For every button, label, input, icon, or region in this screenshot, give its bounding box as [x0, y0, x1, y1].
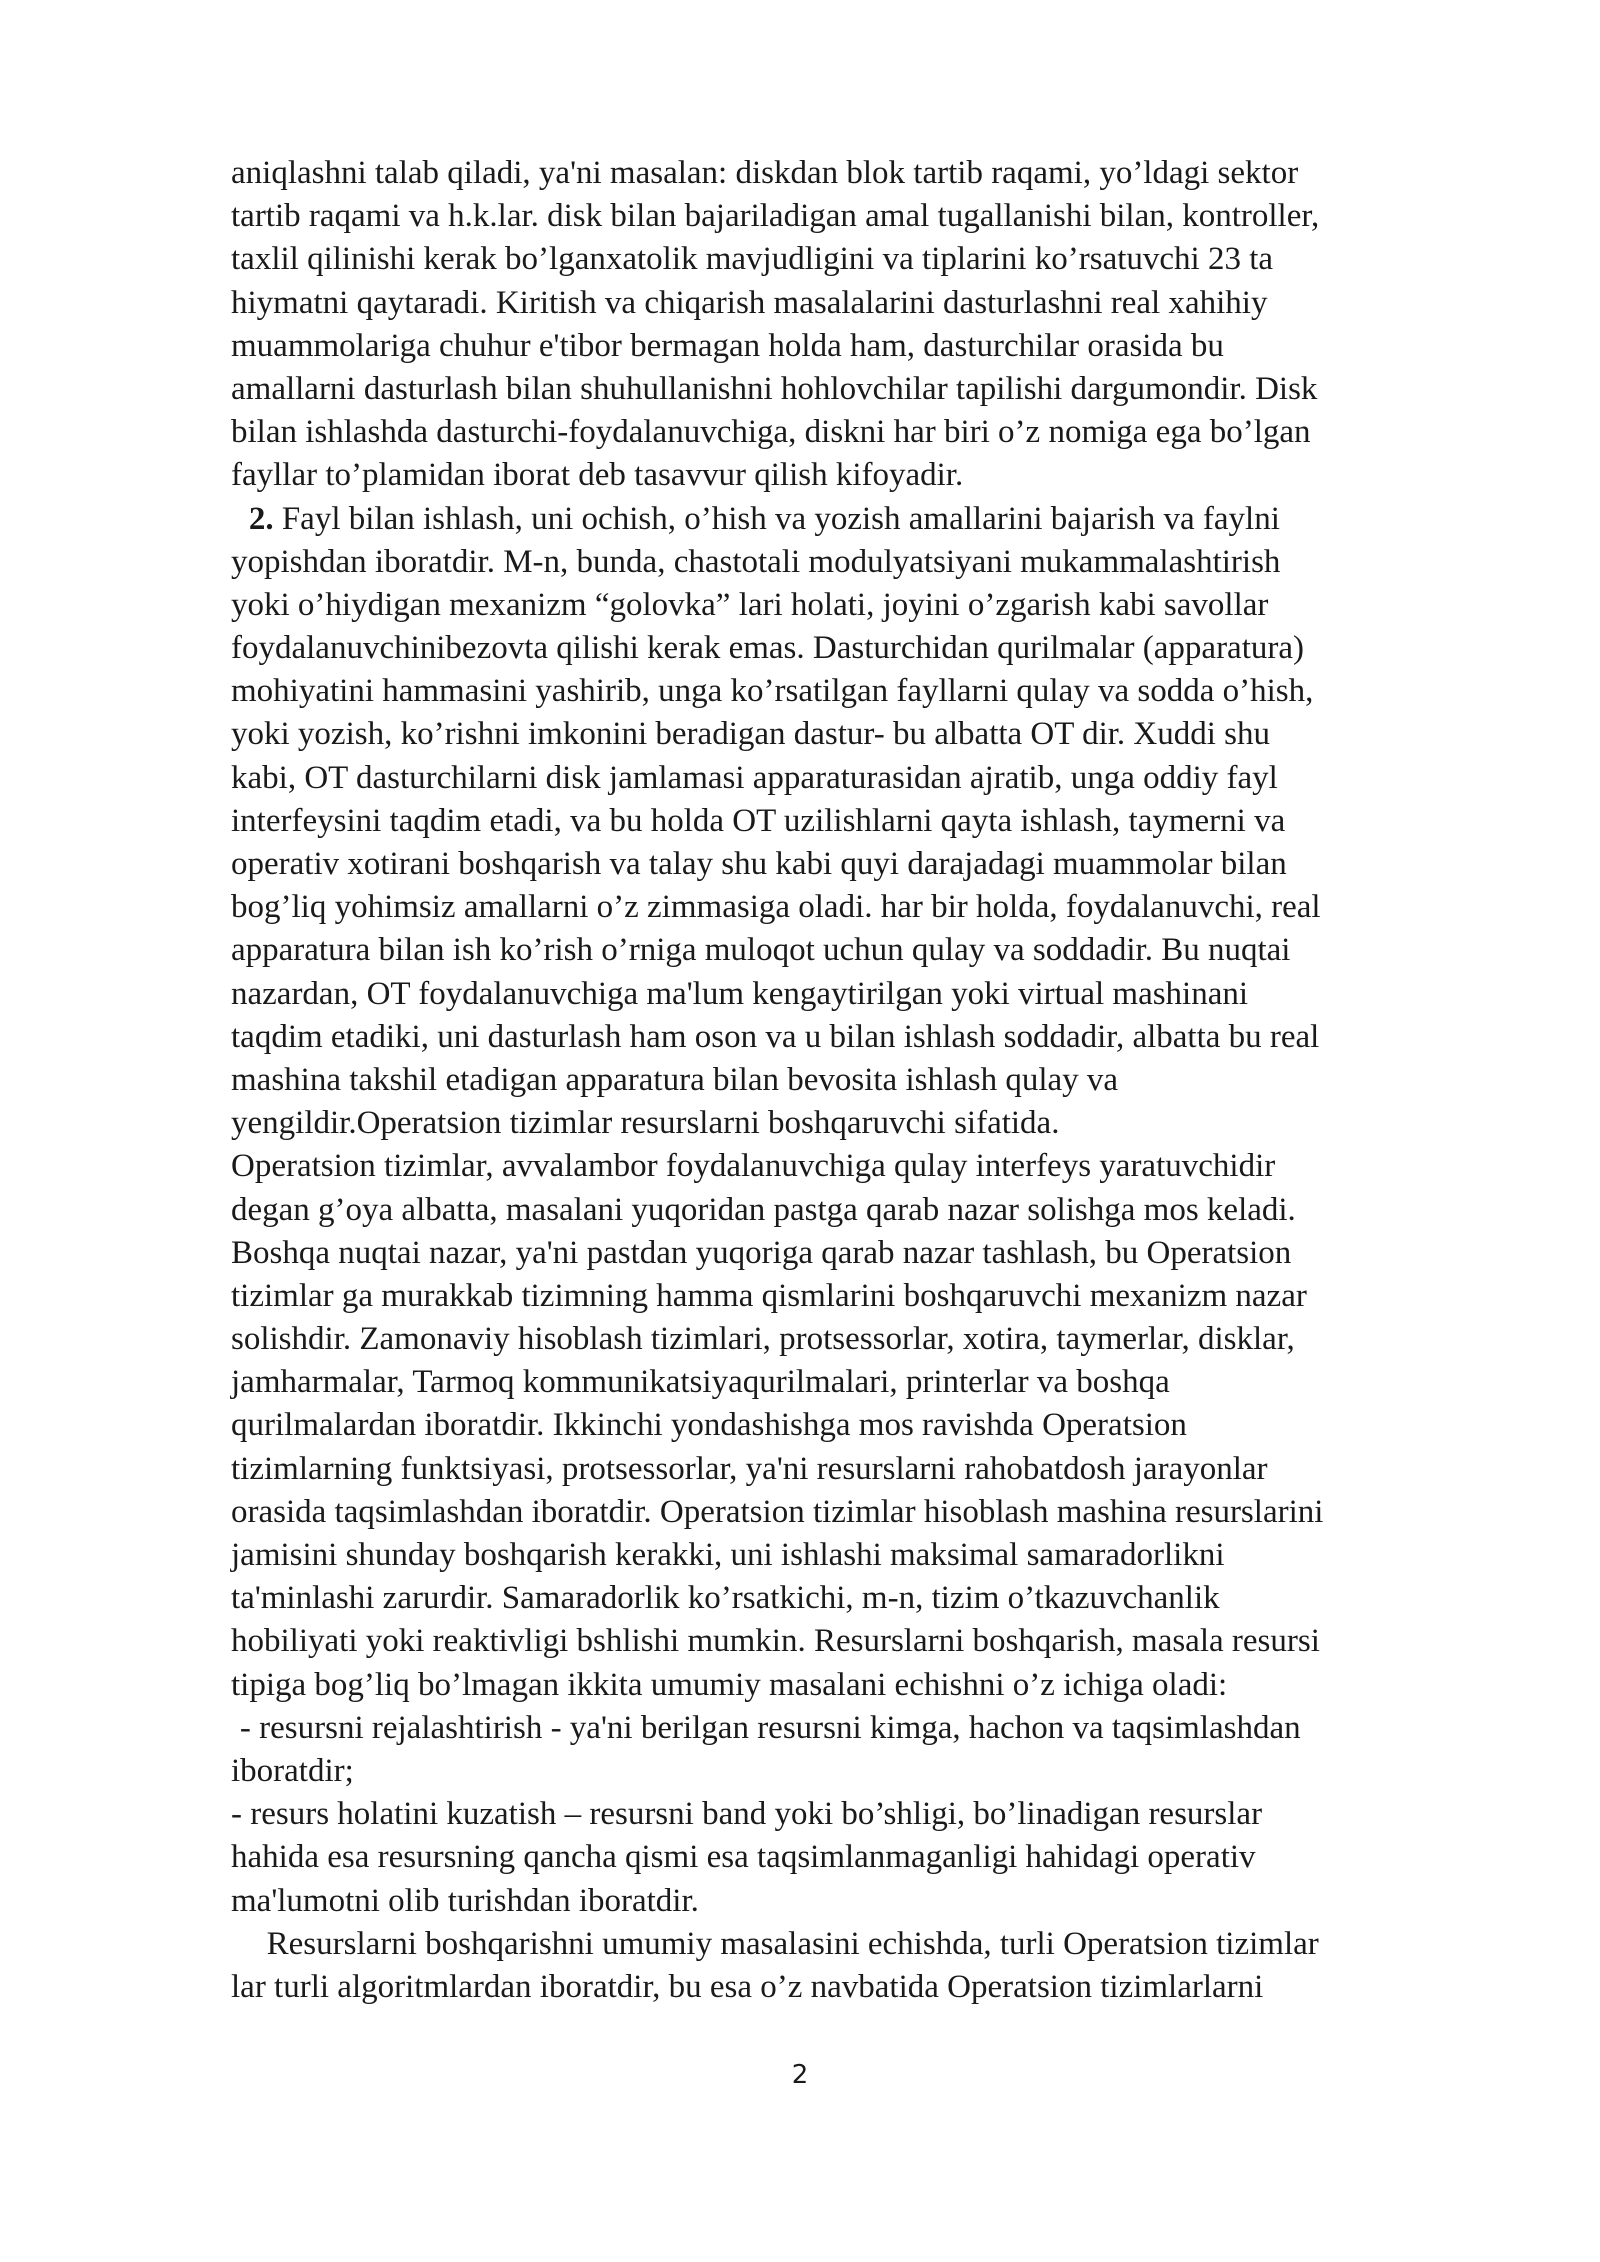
text-line: mashina takshil etadigan apparatura bilan bevosita ishlash qulay va	[231, 1061, 1119, 1098]
text-line: hahida esa resursning qancha qismi esa taqsimlanmaganligi hahidagi operativ	[231, 1839, 1256, 1876]
text-line: hobiliyati yoki reaktivligi bshlishi mumkin. Resurslarni boshqarish, masala resursi	[231, 1623, 1320, 1660]
text-line: apparatura bilan ish ko’rish o’rniga muloqot uchun qulay va soddadir. Bu nuqtai	[231, 932, 1291, 969]
text-line: iboratdir;	[231, 1752, 354, 1789]
text-line: taxlil qilinishi kerak bo’lganxatolik mavjudligini va tiplarini ko’rsatuvchi 23 ta	[231, 241, 1274, 278]
text-line: aniqlashni talab qiladi, ya'ni masalan: diskdan blok tartib raqami, yo’ldagi sektor	[231, 155, 1299, 191]
text-line: jamisini shunday boshqarish kerakki, uni ishlashi maksimal samaradorlikni	[231, 1537, 1225, 1573]
text-line: nazardan, OT foydalanuvchiga ma'lum kengaytirilgan yoki virtual mashinani	[231, 975, 1249, 1012]
text-line: tizimlarning funktsiyasi, protsessorlar, ya'ni resurslarni rahobatdosh jarayonlar	[231, 1450, 1268, 1487]
text-line: bog’liq yohimsiz amallarni o’z zimmasiga oladi. har bir holda, foydalanuvchi, real	[231, 889, 1321, 926]
text-line: interfeysini taqdim etadi, va bu holda OT uzilishlarni qayta ishlash, taymerni va	[231, 802, 1286, 839]
text-line: foydalanuvchinibezovta qilishi kerak emas. Dasturchidan qurilmalar (apparatura)	[231, 630, 1304, 667]
text-line: lar turli algoritmlardan iboratdir, bu esa o’z navbatida Operatsion tizimlarlarni	[231, 1968, 1264, 2005]
text-line: solishdir. Zamonaviy hisoblash tizimlari, protsessorlar, xotira, taymerlar, disklar,	[231, 1321, 1295, 1358]
text-line: tizimlar ga murakkab tizimning hamma qismlarini boshqaruvchi mexanizm nazar	[231, 1277, 1307, 1314]
text-line: Operatsion tizimlar, avvalambor foydalanuvchiga qulay interfeys yaratuvchidir	[231, 1148, 1276, 1185]
text-line: Boshqa nuqtai nazar, ya'ni pastdan yuqoriga qarab nazar tashlash, bu Operatsion	[231, 1234, 1292, 1271]
page-number: 2	[791, 2060, 809, 2090]
document-body-text	[231, 152, 1506, 2009]
text-line: - resursni rejalashtirish - ya'ni berilgan resursni kimga, hachon va taqsimlashdan	[239, 1709, 1301, 1746]
text-line: yopishdan iboratdir. M-n, bunda, chastotali modulyatsiyani mukammalashtirish	[231, 543, 1281, 580]
text-line: amallarni dasturlash bilan shuhullanishni hohlovchilar tapilishi dargumondir. Disk	[231, 370, 1318, 407]
text-line: ta'minlashi zarurdir. Samaradorlik ko’rsatkichi, m-n, tizim o’tkazuvchanlik	[231, 1580, 1220, 1617]
text-line: muammolariga chuhur e'tibor bermagan holda ham, dasturchilar orasida bu	[231, 327, 1224, 364]
text-line: bilan ishlashda dasturchi-foydalanuvchiga, diskni har biri o’z nomiga ega bo’lgan	[231, 414, 1311, 451]
text-line: taqdim etadiki, uni dasturlash ham oson va u bilan ishlash soddadir, albatta bu real	[231, 1018, 1320, 1055]
text-line: Resurslarni boshqarishni umumiy masalasini echishda, turli Operatsion tizimlar	[266, 1925, 1319, 1962]
text-line: fayllar to’plamidan iborat deb tasavvur qilish kifoyadir.	[231, 457, 964, 494]
text-line: mohiyatini hammasini yashirib, unga ko’rsatilgan fayllarni qulay va sodda o’hish,	[231, 673, 1314, 710]
text-line: operativ xotirani boshqarish va talay shu kabi quyi darajadagi muammolar bilan	[231, 846, 1287, 882]
text-line: tipiga bog’liq bo’lmagan ikkita umumiy masalani echishni o’z ichiga oladi:	[231, 1666, 1228, 1703]
text-line: qurilmalardan iboratdir. Ikkinchi yondashishga mos ravishda Operatsion	[231, 1407, 1187, 1444]
text-line: ma'lumotni olib turishdan iboratdir.	[231, 1882, 699, 1919]
text-line: tartib raqami va h.k.lar. disk bilan bajariladigan amal tugallanishi bilan, kontroller,	[231, 198, 1320, 235]
text-line: yoki yozish, ko’rishni imkonini beradigan dastur- bu albatta OT dir. Xuddi shu	[231, 716, 1271, 753]
text-line: yengildir.Operatsion tizimlar resurslarni boshqaruvchi sifatida.	[231, 1105, 1060, 1142]
text-line: 2. Fayl bilan ishlash, uni ochish, o’hish va yozish amallarini bajarish va faylni	[248, 500, 1280, 537]
text-line: - resurs holatini kuzatish – resursni band yoki bo’shligi, bo’linadigan resurslar	[231, 1796, 1263, 1833]
text-line: degan g’oya albatta, masalani yuqoridan pastga qarab nazar solishga mos keladi.	[231, 1191, 1296, 1228]
text-line: hiymatni qaytaradi. Kiritish va chiqarish masalalarini dasturlashni real xahihiy	[231, 284, 1268, 321]
text-line: kabi, OT dasturchilarni disk jamlamasi apparaturasidan ajratib, unga oddiy fayl	[231, 759, 1278, 796]
text-line: jamharmalar, Tarmoq kommunikatsiyaqurilmalari, printerlar va boshqa	[231, 1364, 1170, 1401]
text-line: yoki o’hiydigan mexanizm “golovka” lari holati, joyini o’zgarish kabi savollar	[231, 586, 1269, 623]
text-line: orasida taqsimlashdan iboratdir. Operatsion tizimlar hisoblash mashina resurslarini	[231, 1493, 1324, 1530]
